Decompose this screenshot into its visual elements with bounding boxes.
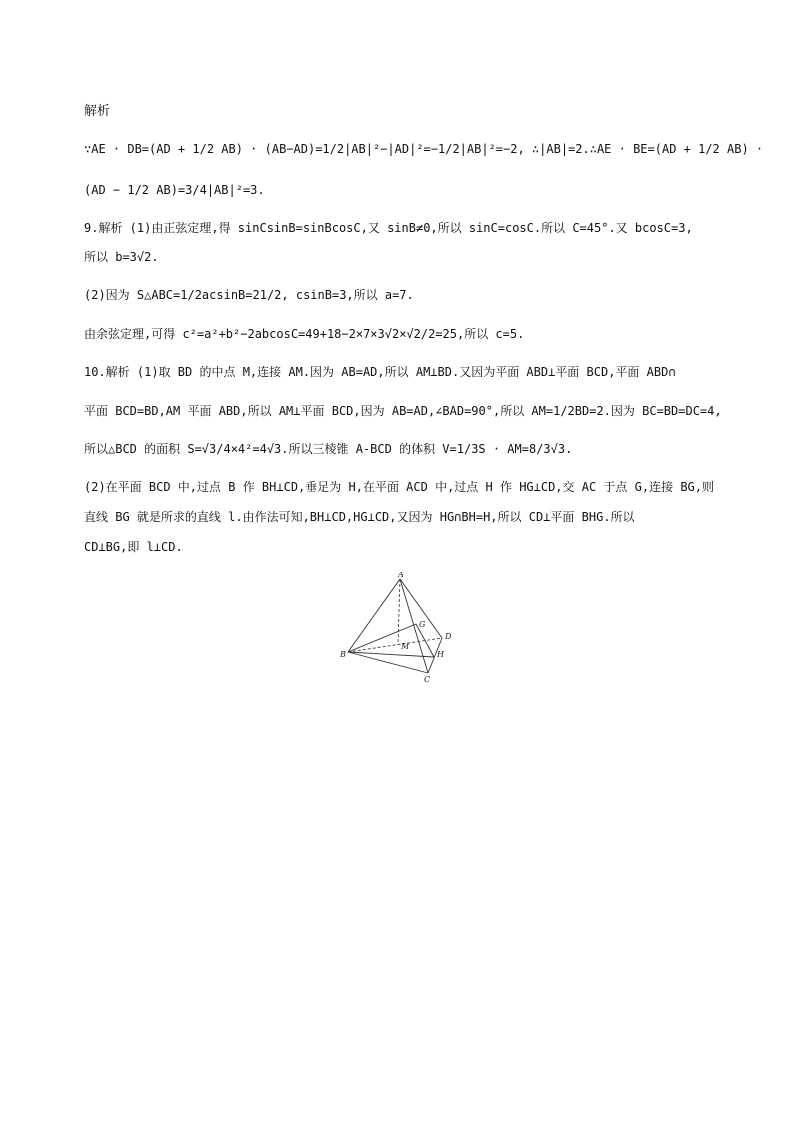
tetrahedron-figure [335, 572, 465, 684]
problem-9-line-3: (2)因为 S△ABC=1/2acsinB=21/2, csinB=3,所以 a=7. [84, 288, 414, 302]
problem-10-line-3: 所以△BCD 的面积 S=√3/4×4²=4√3.所以三棱锥 A-BCD 的体积 V=1/3S · AM=8/3√3. [84, 442, 573, 456]
problem-10-line-4: (2)在平面 BCD 中,过点 B 作 BH⊥CD,垂足为 H,在平面 ACD 中,过点 H 作 HG⊥CD,交 AC 于点 G,连接 BG,则 [84, 480, 715, 494]
segment-bh [348, 652, 434, 657]
label-m: M [401, 642, 410, 651]
label-b: B [340, 650, 346, 659]
label-h: H [437, 650, 444, 659]
problem-9-line-4: 由余弦定理,可得 c²=a²+b²−2abcosC=49+18−2×7×3√2×√2/2=25,所以 c=5. [84, 327, 525, 341]
edge-bc [348, 652, 428, 673]
problem-9-line-2: 所以 b=3√2. [84, 250, 159, 264]
problem-10-line-5: 直线 BG 就是所求的直线 l.由作法可知,BH⊥CD,HG⊥CD,又因为 HG∩BH=H,所以 CD⊥平面 BHG.所以 [84, 510, 635, 524]
tetrahedron-diagram [335, 572, 465, 684]
segment-am-hidden [398, 579, 400, 645]
problem-10-line-2: 平面 BCD=BD,AM 平面 ABD,所以 AM⊥平面 BCD,因为 AB=AD,∠BAD=90°,所以 AM=1/2BD=2.因为 BC=BD=DC=4, [84, 404, 722, 418]
problem-10-line-1: 10.解析 (1)取 BD 的中点 M,连接 AM.因为 AB=AD,所以 AM⊥BD.又因为平面 ABD⊥平面 BCD,平面 ABD∩ [84, 365, 676, 379]
label-g: G [419, 620, 426, 629]
edge-ad [400, 579, 442, 638]
problem-9-line-1: 9.解析 (1)由正弦定理,得 sinCsinB=sinBcosC,又 sinB≠0,所以 sinC=cosC.所以 C=45°.又 bcosC=3, [84, 221, 693, 235]
solution-line-1: ∵AE · DB=(AD + 1/2 AB) · (AB−AD)=1/2|AB|²−|AD|²=−1/2|AB|²=−2, ∴|AB|=2.∴AE · BE=(AD + 1/2 AB) · [84, 142, 764, 156]
solution-line-2: (AD − 1/2 AB)=3/4|AB|²=3. [84, 183, 265, 197]
label-d: D [445, 632, 452, 641]
solution-heading: 解析 [84, 104, 111, 119]
label-a: A [398, 572, 404, 579]
label-c: C [424, 675, 431, 684]
problem-10-line-6: CD⊥BG,即 l⊥CD. [84, 540, 183, 554]
